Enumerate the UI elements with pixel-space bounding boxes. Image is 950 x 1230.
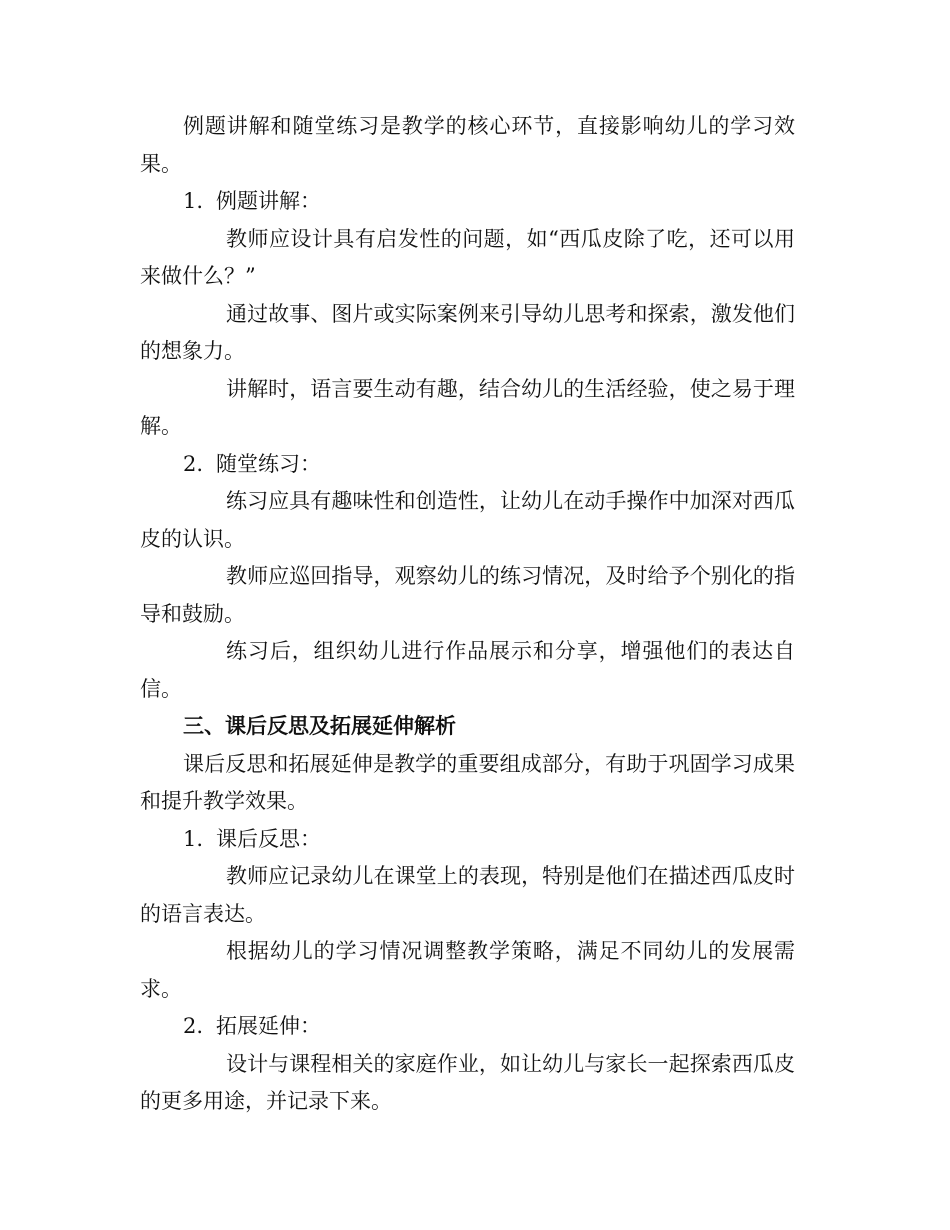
body-paragraph: 教师应记录幼儿在课堂上的表现，特别是他们在描述西瓜皮时的语言表达。	[140, 864, 795, 926]
list-label: 随堂练习：	[216, 451, 321, 476]
list-item-example-explanation	[140, 183, 795, 221]
list-number: 2.	[183, 1014, 204, 1038]
document-body	[140, 108, 795, 1121]
body-paragraph: 教师应设计具有启发性的问题，如“西瓜皮除了吃，还可以用来做什么？”	[140, 226, 795, 288]
list-item-reflection	[140, 821, 795, 859]
list-item-extension	[140, 1008, 795, 1046]
list-number: 1.	[183, 826, 204, 851]
body-paragraph: 通过故事、图片或实际案例来引导幼儿思考和探索，激发他们的想象力。	[140, 301, 795, 363]
intro-paragraph: 例题讲解和随堂练习是教学的核心环节，直接影响幼儿的学习效果。	[140, 114, 795, 176]
list-label: 拓展延伸：	[216, 1014, 321, 1038]
section-heading: 三、课后反思及拓展延伸解析	[183, 714, 456, 738]
list-label: 例题讲解：	[216, 189, 321, 213]
body-paragraph: 根据幼儿的学习情况调整教学策略，满足不同幼儿的发展需求。	[140, 939, 795, 1001]
body-paragraph: 练习后，组织幼儿进行作品展示和分享，增强他们的表达自信。	[140, 639, 795, 701]
list-number: 1.	[183, 189, 204, 213]
list-item-classroom-practice	[140, 446, 795, 484]
body-paragraph: 练习应具有趣味性和创造性，让幼儿在动手操作中加深对西瓜皮的认识。	[140, 489, 795, 551]
list-number: 2.	[183, 451, 204, 476]
body-paragraph: 设计与课程相关的家庭作业，如让幼儿与家长一起探索西瓜皮的更多用途，并记录下来。	[140, 1051, 795, 1113]
body-paragraph: 教师应巡回指导，观察幼儿的练习情况，及时给予个别化的指导和鼓励。	[140, 564, 795, 626]
section-intro-paragraph: 课后反思和拓展延伸是教学的重要组成部分，有助于巩固学习成果和提升教学效果。	[140, 751, 795, 813]
body-paragraph: 讲解时，语言要生动有趣，结合幼儿的生活经验，使之易于理解。	[140, 376, 795, 438]
list-label: 课后反思：	[216, 826, 321, 851]
